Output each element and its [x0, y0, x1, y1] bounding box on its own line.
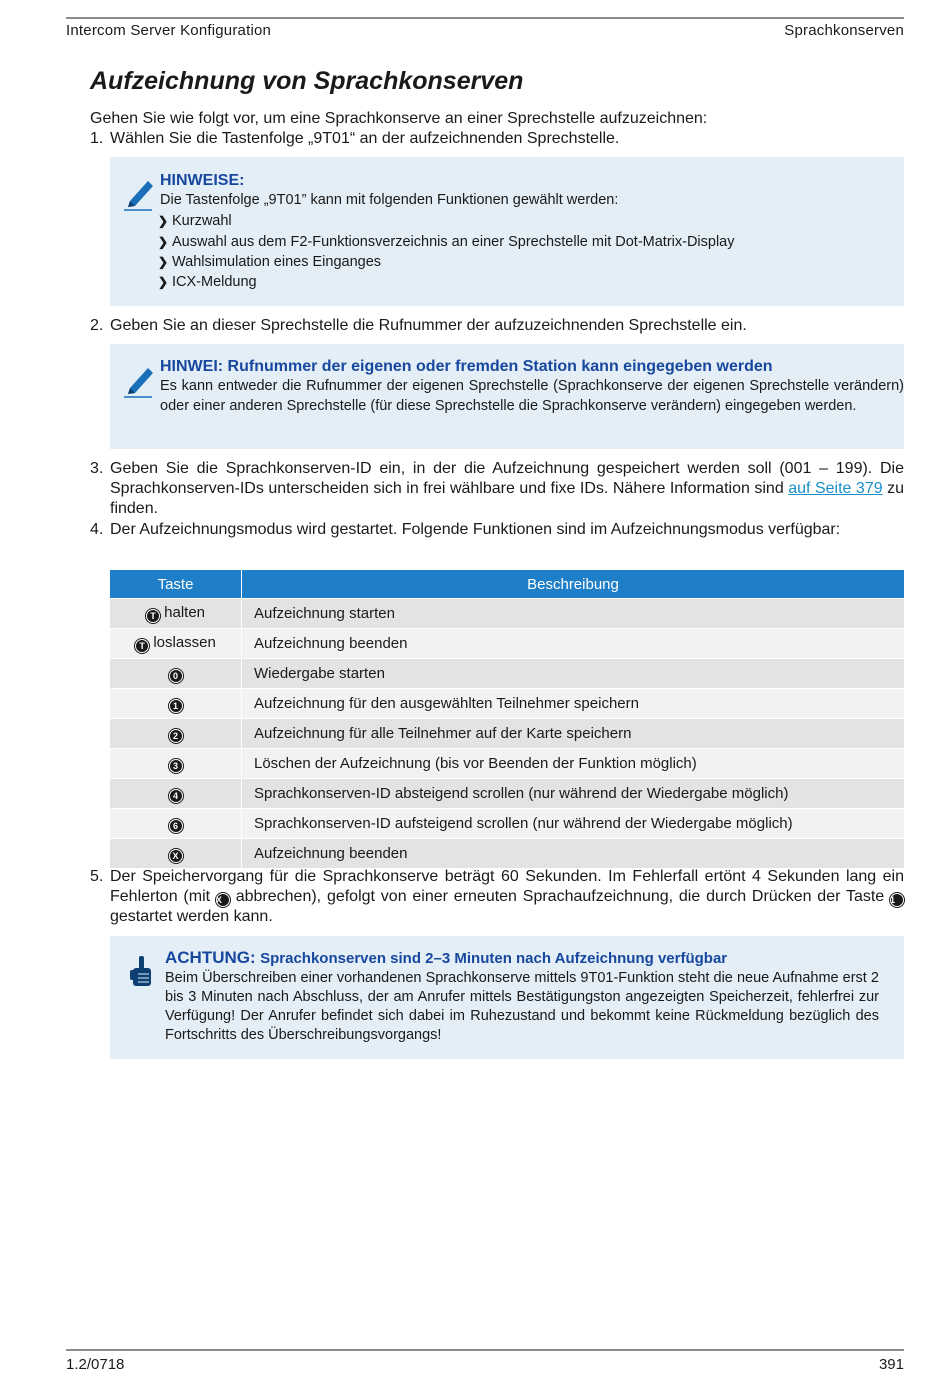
step-3-text: Geben Sie die Sprachkonserven-ID ein, in der die Aufzeichnung gespeichert werden soll (001 – 199). Die Sprachkonserven-IDs unterscheiden sich in frei wählbare und fixe IDs. Nähere Information sind auf Seite 379 zu finden. — [110, 460, 905, 517]
table-row: 0 Wiedergabe starten — [110, 659, 904, 689]
page-link[interactable]: auf Seite 379 — [788, 480, 883, 497]
step-1-number: 1. — [90, 130, 104, 147]
table-row: 4 Sprachkonserven-ID absteigend scrollen (nur während der Wiedergabe möglich) — [110, 779, 904, 809]
warning-title: ACHTUNG: Sprachkonserven sind 2–3 Minuten nach Aufzeichnung verfügbar — [165, 948, 728, 967]
note-box-hinweise — [110, 157, 904, 306]
key-0-icon: 0 — [169, 669, 183, 683]
step-3-number: 3. — [90, 460, 104, 477]
functions-table — [110, 570, 904, 868]
key-1-icon: 1 — [169, 699, 183, 713]
footer-version: 1.2/0718 — [66, 1356, 125, 1373]
key-6-icon: 6 — [169, 819, 183, 833]
list-item: ❯ ICX-Meldung — [158, 274, 257, 290]
pencil-icon — [122, 362, 156, 398]
key-x-icon: X — [216, 893, 230, 907]
note-text: Es kann entweder die Rufnummer der eigenen Sprechstelle (Sprachkonserve der eigenen Sprechstelle verändern) oder einer anderen Sprechstelle (für diese Sprechstelle die Sprachkonserve verändern) eingegeben werden. — [160, 378, 904, 414]
table-row: 3 Löschen der Aufzeichnung (bis vor Beenden der Funktion möglich) — [110, 749, 904, 779]
step-5-number: 5. — [90, 868, 104, 885]
list-item: ❯ Kurzwahl — [158, 213, 232, 229]
footer-rule — [66, 1349, 904, 1351]
key-2-icon: 2 — [169, 729, 183, 743]
step-4-text: Der Aufzeichnungsmodus wird gestartet. Folgende Funktionen sind im Aufzeichnungsmodus verfügbar: — [110, 521, 841, 538]
note-box-rufnummer — [110, 344, 904, 449]
table-row: T halten Aufzeichnung starten — [110, 599, 904, 629]
step-5-text: Der Speichervorgang für die Sprachkonserve beträgt 60 Sekunden. Im Fehlerfall ertönt 4 Sekunden lang ein Fehlerton (mit X abbrechen), gefolgt von einer erneuten Sprachaufzeichnung, die durch Drücken der Taste 1 gestartet werden kann. — [110, 868, 904, 925]
step-2-text: Geben Sie an dieser Sprechstelle die Rufnummer der aufzuzeichnenden Sprechstelle ein. — [110, 317, 747, 334]
table-header-beschreibung: Beschreibung — [242, 570, 905, 599]
key-t-icon: T — [135, 639, 149, 653]
list-item: ❯ Wahlsimulation eines Einganges — [158, 254, 382, 270]
note-text: Die Tastenfolge „9T01” kann mit folgenden Funktionen gewählt werden: — [160, 192, 619, 208]
step-4-number: 4. — [90, 521, 104, 538]
chevron-right-icon: ❯ — [158, 275, 169, 289]
page-title: Aufzeichnung von Sprachkonserven — [90, 67, 524, 95]
note-title: HINWEISE: — [160, 172, 245, 189]
header-right: Sprachkonserven — [784, 22, 904, 39]
key-x-icon: X — [169, 849, 183, 863]
note-title: HINWEI: Rufnummer der eigenen oder fremden Station kann eingegeben werden — [160, 358, 773, 375]
table-row: 1 Aufzeichnung für den ausgewählten Teilnehmer speichern — [110, 689, 904, 719]
key-1-icon: 1 — [890, 893, 904, 907]
table-row: 2 Aufzeichnung für alle Teilnehmer auf der Karte speichern — [110, 719, 904, 749]
pointing-hand-icon — [130, 956, 154, 990]
table-row: X Aufzeichnung beenden — [110, 839, 904, 869]
intro-text: Gehen Sie wie folgt vor, um eine Sprachkonserve an einer Sprechstelle aufzuzeichnen: — [90, 110, 708, 127]
pencil-icon — [122, 175, 156, 211]
table-header-taste: Taste — [110, 570, 242, 599]
table-row: T loslassen Aufzeichnung beenden — [110, 629, 904, 659]
header-rule — [66, 17, 904, 19]
list-item: ❯ Auswahl aus dem F2-Funktionsverzeichnis an einer Sprechstelle mit Dot-Matrix-Display — [158, 234, 735, 250]
key-4-icon: 4 — [169, 789, 183, 803]
header-left: Intercom Server Konfiguration — [66, 22, 272, 39]
warning-box — [110, 936, 904, 1059]
step-2-number: 2. — [90, 317, 104, 334]
table-row: 6 Sprachkonserven-ID aufsteigend scrollen (nur während der Wiedergabe möglich) — [110, 809, 904, 839]
chevron-right-icon: ❯ — [158, 235, 169, 249]
page-number: 391 — [878, 1356, 904, 1373]
chevron-right-icon: ❯ — [158, 255, 169, 269]
chevron-right-icon: ❯ — [158, 214, 169, 228]
warning-text: Beim Überschreiben einer vorhandenen Sprachkonserve mittels 9T01-Funktion steht die neue Aufnahme erst 2 bis 3 Minuten nach Abschluss, der am Anrufer mittels Bestätigungston angezeigten Speicherzeit, fehlerfrei zur Verfügung! Der Anrufer befindet sich dabei im Ruhezustand und bekommt keine Rückmeldung bezüglich des Fortschritts des Überschreibungsvorgangs! — [165, 970, 879, 1043]
step-1-text: Wählen Sie die Tastenfolge „9T01“ an der aufzeichnenden Sprechstelle. — [110, 130, 620, 147]
key-3-icon: 3 — [169, 759, 183, 773]
key-t-icon: T — [146, 609, 160, 623]
